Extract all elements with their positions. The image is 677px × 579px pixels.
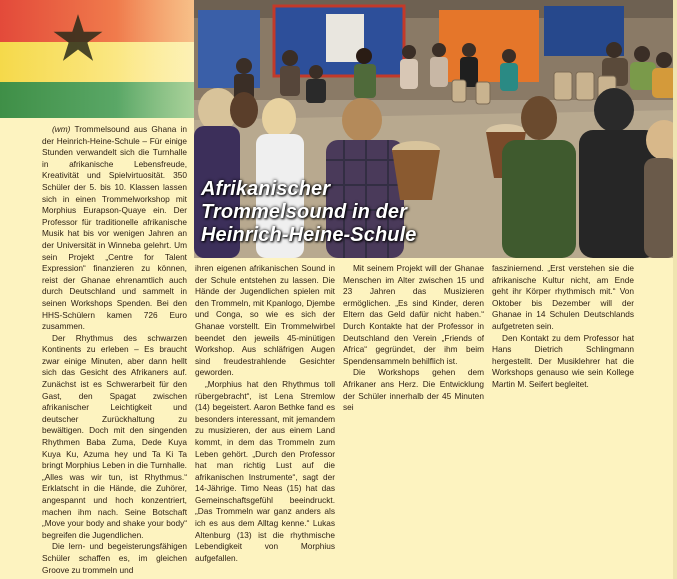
headline-line-2: Trommelsound in der bbox=[201, 201, 408, 223]
paragraph bbox=[42, 124, 187, 333]
paragraph: Den Kontakt zu dem Professor hat Hans Dietrich Schlingmann hergestellt. Der Musiklehrer hat die Workshops genauso wie sein Kollege Martin M. Seifert begleitet. bbox=[492, 332, 634, 389]
paragraph: Die Workshops gehen dem Afrikaner ans Herz. Die Entwicklung der Schüler innerhalb der 45 Minuten sei bbox=[343, 367, 484, 413]
headline-line-3: Heinrich-Heine-Schule bbox=[201, 224, 417, 246]
paragraph: fasziniernend. „Erst verstehen sie die afrikanische Kultur nicht, am Ende geht ihr Körper rhythmisch mit.“ Von Oktober bis Dezember will der Ghanae in 14 Schulen Deutschlands aufgetreten sein. bbox=[492, 263, 634, 331]
paragraph: Der Rhythmus des schwarzen Kontinents zu erleben – Es braucht zwar einige Minuten, aber dann hellt sich das Gesicht des Afrikaners auf. Zunächst ist es Schwerarbeit für den Gast, den Spagat zwischen afrikanischer Leichtigkeit und deutscher Zurückhaltung zu bewältigen. Doch mit den singenden Rhythmen Baba Zuma, Dede Kuya Kuya Ku, Azuma hey und Ta Ki Ta bringt Morphius Leben in die Turnhalle. „Alles was wir tun, ist Rhythmus.“ Erklatscht in die Hände, die Zuhörer, angespannt und hoch konzentriert, machen ihm nach. Seine Botschaft „Move your body and shake your body“ begreifen die Jugendlichen. bbox=[42, 332, 187, 540]
paragraph-text: Trommelsound aus Ghana in der Heinrich-Heine-Schule – Für einige Stunden verwandelt sich die Turnhalle in afrikanische Lebensfreude, Kreativität und Spielvirtuosität. 350 Schüler der 5. bis 10. Klassen lassen sich in einen Trommelworkshop mit Morphius Eurapson-Quaye ein. Der Professor für traditionelle afrikanische Musik hat bis vor wenigen Jahren an der Universität in Winneba gelehrt. Um sein Projekt „Centre for Talent Expression“ finanzieren zu können, reist der Ghanae ehrenamtlich auch durch Deutschland und sammelt in seinen Workshops Spenden. Bei den HHS-Schülern kamen 726 Euro zusammen. bbox=[42, 124, 187, 332]
paragraph: Die lern- und begeisterungsfähigen Schüler schaffen es, im gleichen Groove zu trommeln und bbox=[42, 541, 187, 575]
ghana-flag-image bbox=[0, 0, 194, 118]
article-column-2 bbox=[195, 263, 335, 579]
paragraph: „Morphius hat den Rhythmus toll rübergebracht“, ist Lena Stremlow (14) begeistert. Aaron Bethke fand es besonders interessant, mit jemandem zu musizieren, der aus einem Land kommt, in dem das Trommeln zum Leben gehört. „Durch den Professor hat man richtig Lust auf die afrikanischen Instrumente“, sagt der 14-Jährige. Timo Neas (15) hat das Gemeinschaftsgefühl beeindruckt. „Das Trommeln war ganz anders als ich es aus dem Alltag kenne.“ Lukas Altenburg (13) ist die rhythmische Lebendigkeit von Morphius aufgefallen. bbox=[195, 378, 335, 563]
page-edge bbox=[673, 0, 677, 579]
article-column-4 bbox=[492, 263, 634, 579]
headline-line-1: Afrikanischer bbox=[201, 178, 331, 200]
paragraph: Mit seinem Projekt will der Ghanae Menschen im Alter zwischen 15 und 23 Jahren das Musizieren ermöglichen. „Es sind Kinder, deren Eltern das Geld dafür nicht haben.“ Durch Kontakte hat der Professor in Deutschland den Verein „Friends of Africa“ gegründet, der ihm beim Spendensammeln behilflich ist. bbox=[343, 263, 484, 366]
article-headline bbox=[201, 178, 416, 247]
article-column-3 bbox=[343, 263, 484, 579]
article-column-1 bbox=[42, 124, 187, 579]
paragraph: ihren eigenen afrikanischen Sound in der Schule entstehen zu lassen. Die Hände der Jugendlichen spielen mit den Trommeln, mit Kpanlogo, Djembe und Conga, so wie es sich der Ghanae vorstellt. Ein Trommelwirbel beendet den jeweils 45-minütigen Workshop. Aus schläfrigen Augen sind freudestrahlende Gesichter geworden. bbox=[195, 263, 335, 378]
author-tag: (wm) bbox=[52, 124, 71, 134]
